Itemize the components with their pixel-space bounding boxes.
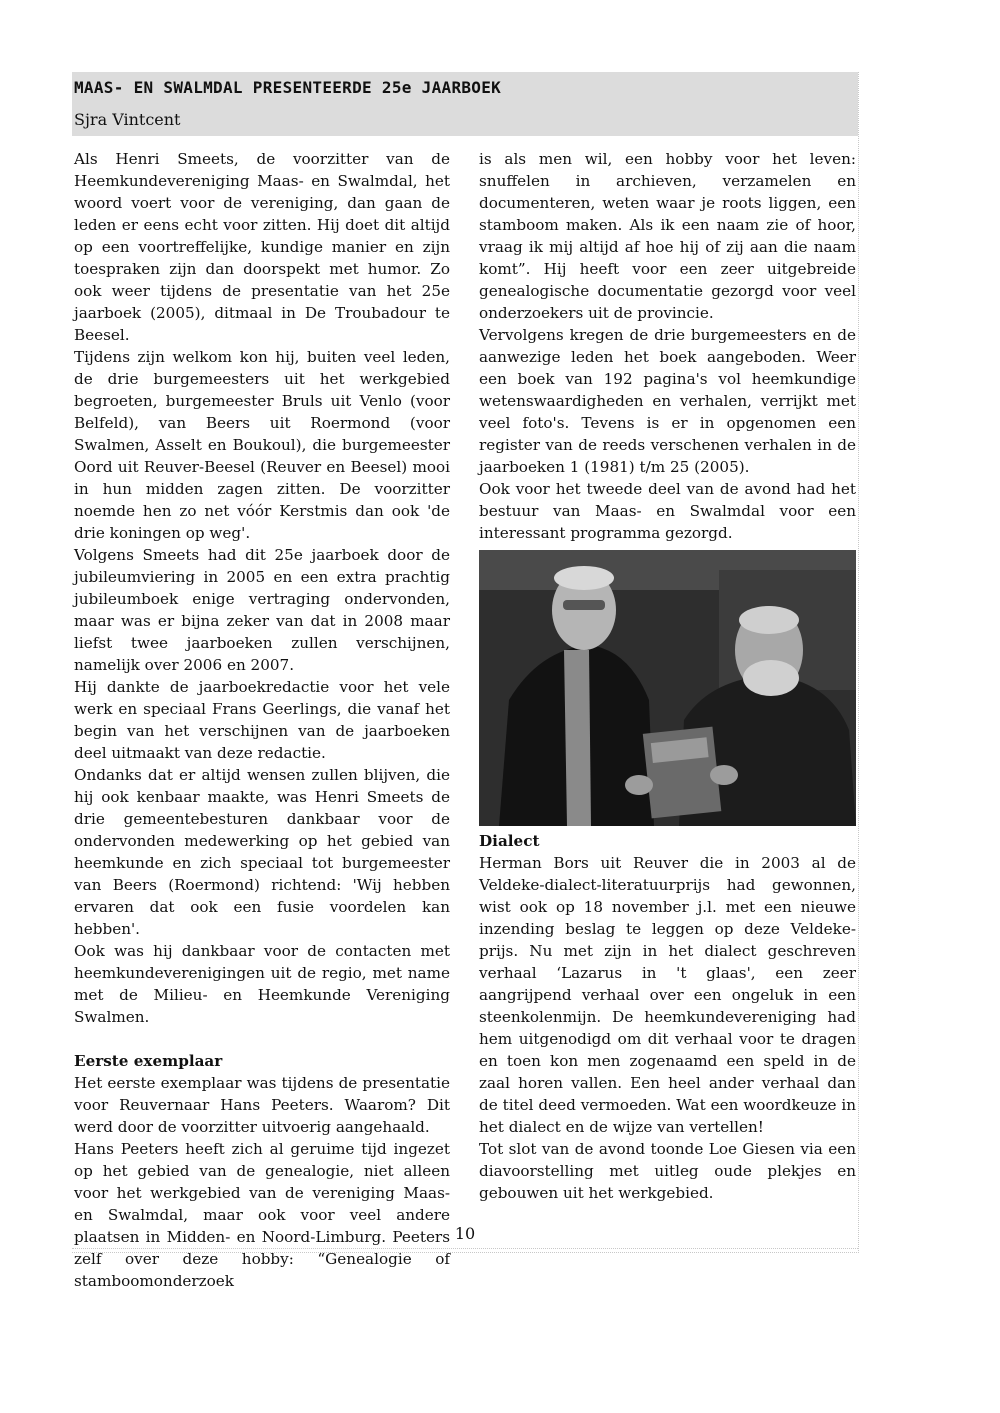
section-heading-eerste-exemplaar: Eerste exemplaar <box>74 1052 223 1070</box>
paragraph: Herman Bors uit Reuver die in 2003 al de Veldeke-dialect-literatuurprijs had gewonnen, wist ook op 18 november j.l. met een nieuwe inzending beslag te leggen op deze Veldeke-prijs. Nu met zijn in het dialect geschreven verhaal ‘Lazarus in 't glaas', een zeer aangrijpend verhaal over een ongeluk in een steenkolenmijn. De heemkundevereniging had hem uitgenodigd om dit verhaal voor te dragen en toen kon men zogenaamd een speld in de zaal horen vallen. Een heel ander verhaal dan de titel deed vermoeden. Wat een woordkeuze in het dialect en de wijze van vertellen! <box>479 854 856 1136</box>
article-title: MAAS- EN SWALMDAL PRESENTEERDE 25e JAARBOEK <box>74 78 502 97</box>
paragraph: Ondanks dat er altijd wensen zullen blijven, die hij ook kenbaar maakte, was Henri Smeets de drie gemeentebesturen dankbaar voor de ondervonden medewerking op het gebied van heemkunde en zich speciaal tot burgemeester van Beers (Roermond) richtend: 'Wij hebben ervaren dat ook een fusie voordelen kan hebben'. <box>74 766 450 938</box>
paragraph: Tot slot van de avond toonde Loe Giesen via een diavoorstelling met uitleg oude plekjes en gebouwen uit het werkgebied. <box>479 1140 856 1202</box>
section-heading-dialect: Dialect <box>479 832 540 850</box>
paragraph: Vervolgens kregen de drie burgemeesters en de aanwezige leden het boek aangeboden. Weer een boek van 192 pagina's vol heemkundige wetenswaardigheden en verhalen, verrijkt met veel foto's. Tevens is er in opgenomen een register van de reeds verschenen verhalen in de jaarboeken 1 (1981) t/m 25 (2005). <box>479 326 856 476</box>
paragraph: Ook was hij dankbaar voor de contacten met heemkundeverenigingen uit de regio, met name met de Milieu- en Heemkunde Vereniging Swalmen. <box>74 942 450 1026</box>
left-column <box>74 148 450 1292</box>
right-column <box>479 148 856 1204</box>
event-photo <box>479 550 856 826</box>
article-author: Sjra Vintcent <box>74 110 181 129</box>
paragraph: Als Henri Smeets, de voorzitter van de Heemkundevereniging Maas- en Swalmdal, het woord voert voor de vereniging, dan gaan de leden er eens echt voor zitten. Hij doet dit altijd op een voortreffelijke, kundige manier en zijn toespraken zijn dan doorspekt met humor. Zo ook weer tijdens de presentatie van het 25e jaarboek (2005), ditmaal in De Troubadour te Beesel. <box>74 150 450 344</box>
paragraph: Hans Peeters heeft zich al geruime tijd ingezet op het gebied van de genealogie, niet alleen voor het werkgebied van de vereniging Maas- en Swalmdal, maar ook voor veel andere plaatsen in Midden- en Noord-Limburg. Peeters zelf over deze hobby: “Genealogie of stamboomonderzoek <box>74 1140 450 1290</box>
footer-rule <box>72 1248 858 1249</box>
spacer <box>74 1028 450 1050</box>
paragraph: is als men wil, een hobby voor het leven: snuffelen in archieven, verzamelen en documenteren, weten waar je roots liggen, een stamboom maken. Als ik een naam zie of hoor, vraag ik mij altijd af hoe hij of zij aan die naam komt”. Hij heeft voor een zeer uitgebreide genealogische documentatie gezorgd voor veel onderzoekers uit de provincie. <box>479 150 856 322</box>
photo-illustration <box>479 550 856 826</box>
paragraph: Hij dankte de jaarboekredactie voor het vele werk en speciaal Frans Geerlings, die vanaf het begin van het verschijnen van de jaarboeken deel uitmaakt van deze redactie. <box>74 678 450 762</box>
paragraph: Ook voor het tweede deel van de avond had het bestuur van Maas- en Swalmdal voor een interessant programma gezorgd. <box>479 480 856 542</box>
paragraph: Tijdens zijn welkom kon hij, buiten veel leden, de drie burgemeesters uit het werkgebied begroeten, burgemeester Bruls uit Venlo (voor Belfeld), van Beers uit Roermond (voor Swalmen, Asselt en Boukoul), die burgemeester Oord uit Reuver-Beesel (Reuver en Beesel) mooi in hun midden zagen zitten. De voorzitter noemde hen zo net vóór Kerstmis dan ook 'de drie koningen op weg'. <box>74 348 450 542</box>
paragraph: Het eerste exemplaar was tijdens de presentatie voor Reuvernaar Hans Peeters. Waarom? Dit werd door de voorzitter uitvoerig aangehaald. <box>74 1074 450 1136</box>
paragraph: Volgens Smeets had dit 25e jaarboek door de jubileumviering in 2005 en een extra prachtig jubileumboek enige vertraging ondervonden, maar was er bijna zeker van dat in 2008 maar liefst twee jaarboeken zullen verschijnen, namelijk over 2006 en 2007. <box>74 546 450 674</box>
page-number: 10 <box>454 1224 476 1243</box>
